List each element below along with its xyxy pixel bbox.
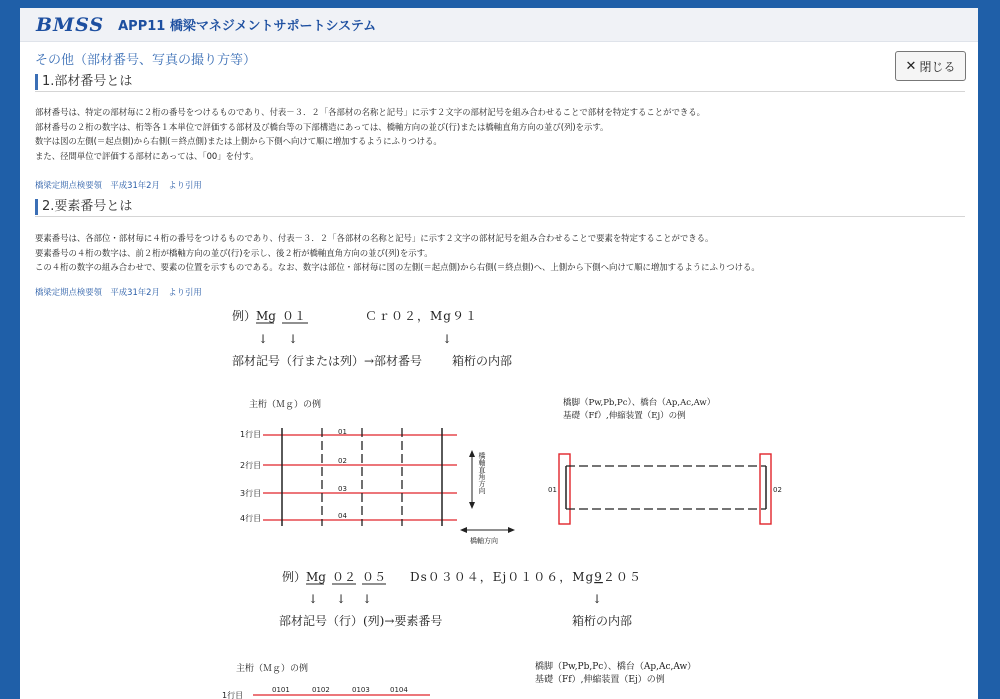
fig2-code: Mg bbox=[306, 570, 326, 584]
diag1-row-label: 2行目 bbox=[240, 461, 262, 470]
fig1-arrow: ↓ bbox=[288, 332, 299, 346]
page-container bbox=[20, 8, 978, 699]
explanatory-figures bbox=[20, 8, 978, 699]
diag1-vertical-arrow bbox=[469, 450, 475, 509]
bmss-logo: BMSS bbox=[36, 13, 105, 36]
fig1-code: Mg bbox=[256, 309, 276, 323]
fig2-caption-right: 箱桁の内部 bbox=[572, 614, 633, 628]
fig2-num-b: ０５ bbox=[362, 570, 387, 584]
section1-line: 数字は図の左側(＝起点側)から右側(＝終点側)または上側から下側へ向けて順に増加するようにふりつける。 bbox=[35, 136, 442, 146]
diag2-title-right: 橋脚（Pw,Pb,Pc）、橋台（Ap,Ac,Aw） bbox=[535, 662, 697, 672]
diag1-girder-grid bbox=[263, 428, 457, 526]
close-icon: ✕ bbox=[905, 58, 917, 74]
diag2-title-right: 基礎（Ff）,伸縮装置（Ej）の例 bbox=[535, 675, 665, 685]
fig2-arrow: ↓ bbox=[362, 592, 373, 606]
diag2-row-label: 1行目 bbox=[222, 691, 244, 699]
diag1-title-left: 主桁（Ｍｇ）の例 bbox=[249, 400, 322, 410]
fig2-num-a: ０２ bbox=[332, 570, 357, 584]
fig2-caption-left: 部材記号（行）(列)→要素番号 bbox=[279, 614, 443, 628]
diag1-cell-label: 01 bbox=[338, 428, 347, 436]
diag1-title-right: 橋脚（Pw,Pb,Pc）、橋台（Ap,Ac,Aw） bbox=[563, 398, 716, 408]
diag1-horizontal-arrow bbox=[460, 527, 515, 533]
section2-citation: 橋梁定期点検要領 平成31年2月 より引用 bbox=[35, 287, 202, 297]
diag1-cell-label: 02 bbox=[338, 457, 347, 465]
diag1-right-num: 02 bbox=[773, 486, 782, 494]
diag2-cell-label: 0104 bbox=[390, 686, 408, 694]
fig2-arrow: ↓ bbox=[308, 592, 319, 606]
diag2-cell-label: 0101 bbox=[272, 686, 290, 694]
section2-line: 要素番号の４桁の数字は、前２桁が橋軸方向の並び(行)を示し、後２桁が橋軸直角方向の並び(列)を示す。 bbox=[35, 247, 433, 258]
diag2-cell-label: 0102 bbox=[312, 686, 330, 694]
section2-line: 要素番号は、各部位・部材毎に４桁の番号をつけるものであり、付表－３．２「各部材の名称と記号」に示す２文字の部材記号を組み合わせることで要素を特定することができる。 bbox=[35, 233, 714, 243]
section1-line: 部材番号は、特定の部材毎に２桁の番号をつけるものであり、付表－３．２「各部材の名称と記号」に示す２文字の部材記号を組み合わせることで部材を特定することができる。 bbox=[35, 107, 705, 117]
fig1-code-num: ０１ bbox=[282, 309, 307, 323]
page-subtitle: その他（部材番号、写真の撮り方等） bbox=[35, 53, 257, 68]
fig1-others: Ｃｒ０２，Mg９１ bbox=[365, 309, 478, 323]
diag1-left-num: 01 bbox=[548, 486, 557, 494]
diag2-title-left: 主桁（Ｍｇ）の例 bbox=[236, 664, 309, 674]
section1-line: 部材番号の２桁の数字は、桁等各１本単位で評価する部材及び橋台等の下部構造にあっては、橋軸方向の並び(行)または橋軸直角方向の並び(列)を示す。 bbox=[35, 121, 609, 132]
fig1-example-label: 例） bbox=[232, 309, 257, 323]
section1-heading: 1.部材番号とは bbox=[35, 74, 132, 90]
fig2-arrow: ↓ bbox=[336, 592, 347, 606]
diag1-pier-shape bbox=[559, 454, 771, 524]
fig1-arrow: ↓ bbox=[258, 332, 269, 346]
app-title: APP11 橋梁マネジメントサポートシステム bbox=[118, 19, 377, 34]
fig1-arrow: ↓ bbox=[442, 332, 453, 346]
diag1-row-label: 3行目 bbox=[240, 489, 262, 498]
section1-citation: 橋梁定期点検要領 平成31年2月 より引用 bbox=[35, 180, 202, 190]
section2-heading: 2.要素番号とは bbox=[35, 199, 132, 215]
fig2-example-label: 例） bbox=[282, 570, 307, 584]
fig2-others bbox=[410, 570, 642, 584]
fig2-others-pre: Ds０３０４，Ej０１０６，Mg bbox=[410, 570, 595, 584]
diag2-cell-label: 0103 bbox=[352, 686, 370, 694]
fig2-others-post: ２０５ bbox=[602, 570, 642, 584]
section2-line: この４桁の数字の組み合わせで、要素の位置を示すものである。なお、数字は部位・部材毎に図の左側(＝起点側)から右側(＝終点側)へ、上側から下側へ向けて順に増加するようにふりつける。 bbox=[35, 262, 760, 272]
diag1-cell-label: 04 bbox=[338, 512, 347, 520]
diag1-row-label: 4行目 bbox=[240, 514, 262, 523]
diag1-row-label: 1行目 bbox=[240, 430, 262, 439]
diag1-title-right: 基礎（Ff）,伸縮装置（Ej）の例 bbox=[563, 411, 686, 421]
fig1-caption-right: 箱桁の内部 bbox=[452, 354, 513, 368]
close-button-label: 閉じる bbox=[919, 59, 956, 74]
fig2-arrow: ↓ bbox=[592, 592, 603, 606]
fig1-caption-left: 部材記号（行または列）→部材番号 bbox=[232, 354, 423, 368]
section1-line: また、径間単位で評価する部材にあっては、「00」を付す。 bbox=[35, 150, 259, 161]
diag1-cell-label: 03 bbox=[338, 485, 347, 493]
diag1-vertical-label: 橋軸直角方向 bbox=[478, 452, 486, 494]
fig2-others-ul: 9 bbox=[594, 570, 603, 584]
diag1-horizontal-label: 橋軸方向 bbox=[470, 537, 498, 545]
